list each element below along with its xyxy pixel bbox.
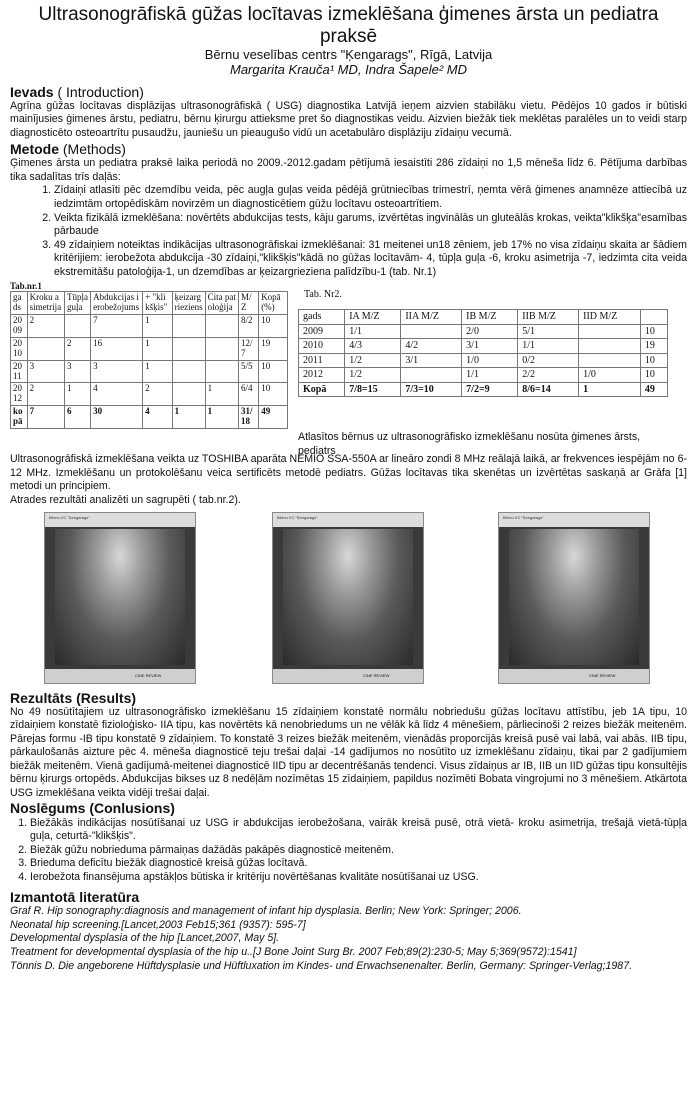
conclusions-heading: Noslēgums (Conlusions)	[10, 800, 175, 817]
table1-cell: 16	[91, 337, 143, 360]
table2-cell: 1	[579, 382, 641, 397]
ultrasound-image-2	[272, 512, 424, 684]
table2-cell	[401, 324, 462, 339]
table1-cell	[64, 315, 90, 338]
table1-cell: 4	[143, 406, 172, 429]
table2-row	[299, 339, 668, 354]
methods2-text2: Atrades rezultāti analizēti un sagrupēti ( tab.nr.2).	[10, 493, 241, 506]
table1-row	[11, 337, 288, 360]
table1-cell: 7	[91, 315, 143, 338]
table2-cell: 2011	[299, 353, 345, 368]
ultrasound-footer-label: CINE REVIEW	[363, 672, 390, 678]
results-text: No 49 nosūtītajiem uz ultrasonogrāfisko izmeklēšanu 15 zīdaiņiem konstatē normālu nobriedušu gūžas locītavu attīstību, jeb 1A tipu, 10 zīdaiņiem konstatē fizioloģisko- IIA tipu, kas novērtēts kā nenobriedums un ne vēlāk kā līdz 4 mēnešiem, pārliecinoši 2 reizes biežāk meitenēm. Pārejas formu -IB tipu konstatē 9 zīdaiņiem. To konstatē 3 reizes biežāk meitenēm, vienādās proporcijās kreisā pusē vai labā, vai abās. IIB tipu, pārkaulošanās aizture pēc 4. mēneša diagnosticē teju trešai daļai -14 gadījumos no nosūtīto uz izmeklēšanu zīdaiņu, tikai par 2 gadījumiem biežāk meitenēm. Vienā gadījumā-meitenei diagnosticē IID tipu ar decentrēšanās tendenci. Visus zīdaiņus ar IB, IIB un IID gūžas tipu konsultējis bērnu ķirurgs ortopēds. Abdukcijas bikses uz 8 nedēļām nozīmētas 15 zīdaiņiem, papildus nozīmēti Bobata vingrojumi no 3 mēnešiem. Atkārtota USG izmeklēšana veikta vidēji trešai daļai.	[10, 705, 687, 799]
table1-cell: 2	[64, 337, 90, 360]
table2-cell: 7/3=10	[401, 382, 462, 397]
table1-caption: Tab.nr.1	[10, 281, 42, 292]
table1-cell: 10	[259, 383, 288, 406]
table1-cell: 10	[259, 360, 288, 383]
ultrasound-header-label: Bērnu VC "Ķengarags"	[277, 514, 318, 520]
table2-cell: 1/2	[345, 368, 401, 383]
table2-cell: Kopā	[299, 382, 345, 397]
table2-header-cell	[640, 310, 667, 325]
table2-cell: 2010	[299, 339, 345, 354]
table1-cell: 2	[143, 383, 172, 406]
ultrasound-footer-label: CINE REVIEW	[589, 672, 616, 678]
table2-header-cell: IIA M/Z	[401, 310, 462, 325]
ultrasound-image-1	[44, 512, 196, 684]
table2-cell: 2009	[299, 324, 345, 339]
table1-cell: 2009	[11, 315, 28, 338]
conclusions-item: 3. Brieduma deficītu biežāk diagnosticē kreisā gūžas locītavā.	[30, 857, 687, 871]
table1-cell: 6/4	[238, 383, 258, 406]
table1-cell: 4	[91, 383, 143, 406]
poster	[10, 4, 687, 973]
intro-heading	[10, 84, 687, 100]
references-heading: Izmantotā literatūra	[10, 889, 140, 906]
results-heading: Rezultāts (Results)	[10, 689, 137, 706]
table1-cell	[172, 383, 205, 406]
conclusions-item: 4. Ierobežota finansējuma apstākļos būtiska ir kritēriju novērtēšanas kvalitāte nosūtīšanai uz USG.	[30, 871, 687, 885]
table2-cell: 1/0	[579, 368, 641, 383]
table1-cell: 5/5	[238, 360, 258, 383]
table1-cell	[205, 337, 238, 360]
table2-cell: 4/3	[345, 339, 401, 354]
table1-cell	[205, 315, 238, 338]
ultrasound-scan	[55, 529, 185, 665]
table1-row	[11, 383, 288, 406]
tables-area	[10, 281, 687, 457]
table1-cell: 3	[91, 360, 143, 383]
table1-header-row	[11, 292, 288, 315]
table2-cell	[579, 324, 641, 339]
table1-cell: 6	[64, 406, 90, 429]
table1-cell: 31/18	[238, 406, 258, 429]
table1-cell	[172, 315, 205, 338]
methods-heading	[10, 141, 687, 157]
methods-item: 1. Zīdaiņi atlasīti pēc dzemdību veida, pēc augļa guļas veida pēdējā grūtniecības trimestrī, ņemta vērā ģimenes anamnēze attiecībā uz iedzimtām ortopēdiskām novirzēm un diagnosticētiem gūžu locītavu osteoartrītiem.	[54, 184, 687, 211]
table2-cell: 10	[640, 324, 667, 339]
ultrasound-images	[10, 512, 687, 686]
methods-heading-en: (Methods)	[59, 141, 126, 158]
table1-cell: 1	[143, 337, 172, 360]
table1-cell	[27, 337, 64, 360]
table1-cell: 2010	[11, 337, 28, 360]
references-list	[10, 905, 687, 973]
table2-body	[299, 324, 668, 397]
table2-cell: 49	[640, 382, 667, 397]
table1-cell: 10	[259, 315, 288, 338]
ultrasound-image-3	[498, 512, 650, 684]
table2-cell: 3/1	[401, 353, 462, 368]
ultrasound-header-label: Bērnu VC "Ķengarags"	[503, 514, 544, 520]
ultrasound-header-label: Bērnu VC "Ķengarags"	[49, 514, 90, 520]
table1-row	[11, 406, 288, 429]
table2-cell	[401, 368, 462, 383]
institution: Bērnu veselības centrs "Ķengarags", Rīgā, Latvija	[204, 46, 493, 62]
table2-row	[299, 382, 668, 397]
table1-cell: 1	[143, 360, 172, 383]
table2-cell: 1/2	[345, 353, 401, 368]
table1-header-cell: gads	[11, 292, 28, 315]
table2-cell: 7/8=15	[345, 382, 401, 397]
table1-row	[11, 360, 288, 383]
table2-cell	[579, 339, 641, 354]
table2-cell: 2/2	[518, 368, 579, 383]
table1-cell: 3	[27, 360, 64, 383]
table2-header-cell: IID M/Z	[579, 310, 641, 325]
table1-cell: 1	[172, 406, 205, 429]
reference-item: Graf R. Hip sonography:diagnosis and management of infant hip dysplasia. Berlin; New York: Springer; 2006.	[10, 905, 522, 918]
table1-header-cell: Kroku asimetrija	[27, 292, 64, 315]
table1-header-cell: Abdukcijas ierobežojums	[91, 292, 143, 315]
table2-cell: 1/1	[518, 339, 579, 354]
ultrasound-header	[499, 513, 649, 527]
table2-header-cell: IB M/Z	[462, 310, 518, 325]
table2-note: Atlasītos bērnus uz ultrasonogrāfisko izmeklēšanu nosūta ģimenes ārsts, pediatrs	[298, 431, 641, 457]
table2-cell: 10	[640, 353, 667, 368]
ultrasound-footer	[499, 669, 649, 683]
table1-cell: 3	[64, 360, 90, 383]
table1-cell: 2	[27, 315, 64, 338]
conclusions-list	[10, 817, 687, 885]
table2-cell: 8/6=14	[518, 382, 579, 397]
table1-cell	[205, 360, 238, 383]
table2-row	[299, 368, 668, 383]
table1-header-cell: M/Z	[238, 292, 258, 315]
table1-cell: 1	[205, 406, 238, 429]
table2-cell: 1/1	[345, 324, 401, 339]
table1-header-cell: Tūpļa guļa	[64, 292, 90, 315]
table2-header-cell: IIB M/Z	[518, 310, 579, 325]
intro-heading-en: ( Introduction)	[53, 83, 144, 100]
table1-header-cell: Cita patoloģija	[205, 292, 238, 315]
methods-text: Ģimenes ārsta un pediatra praksē laika periodā no 2009.-2012.gadam pētījumā iesaistīti 286 zīdaiņi no 1,5 mēneša līdz 6. Pētījuma darbības tika sadalītas trīs daļās:	[10, 157, 687, 183]
table2-header-cell: IA M/Z	[345, 310, 401, 325]
table1-cell: 2012	[11, 383, 28, 406]
intro-heading-lv: Ievads	[10, 83, 54, 100]
table2-header-row	[299, 310, 668, 325]
ultrasound-scan	[509, 529, 639, 665]
table2-cell: 10	[640, 368, 667, 383]
table2-cell	[579, 353, 641, 368]
table1-cell: 49	[259, 406, 288, 429]
table2-cell: 19	[640, 339, 667, 354]
table2	[298, 309, 668, 397]
poster-title: Ultrasonogrāfiskā gūžas locītavas izmeklēšana ģimenes ārsta un pediatra praksē	[38, 4, 659, 47]
ultrasound-scan	[283, 529, 413, 665]
table1-cell: 1	[64, 383, 90, 406]
table2-caption: Tab. Nr2.	[304, 289, 342, 301]
table1-cell: 8/2	[238, 315, 258, 338]
reference-item: Developmental dysplasia of the hip [Lancet,2007, May 5].	[10, 932, 280, 945]
table1-cell: 19	[259, 337, 288, 360]
table2-cell: 2012	[299, 368, 345, 383]
table2-cell: 0/2	[518, 353, 579, 368]
table1-cell: 1	[205, 383, 238, 406]
table1-cell: 7	[27, 406, 64, 429]
table2-cell: 1/0	[462, 353, 518, 368]
methods-list	[10, 184, 687, 279]
authors: Margarita Krauča¹ MD, Indra Šapele² MD	[230, 61, 467, 77]
table2-header-cell: gads	[299, 310, 345, 325]
methods-heading-lv: Metode	[10, 141, 59, 158]
table1-cell: 2011	[11, 360, 28, 383]
table1-header-cell: ķeizargrieziens	[172, 292, 205, 315]
conclusions-item: 1. Biežākās indikācijas nosūtīšanai uz USG ir abdukcijas ierobežošana, vairāk kreisā pusē, otrā vietā- kroku asimetrija, trešajā vietā-tūpļa guļa, ceturtā-"klikšķis".	[30, 817, 687, 844]
table1-header-cell: + "klikšķis"	[143, 292, 172, 315]
conclusions-item: 2. Biežāk gūžu nobrieduma pārmaiņas dažādās pakāpēs diagnosticē meitenēm.	[30, 844, 687, 858]
table1-cell: 12/7	[238, 337, 258, 360]
methods-item: 2. Veikta fizikālā izmeklēšana: novērtēts abdukcijas tests, kāju garums, izvērtētas ingvinālās un gluteālās krokas, veikta"klikšķa"esamības pārbaude	[54, 212, 687, 239]
table2-cell: 7/2=9	[462, 382, 518, 397]
table1-cell: 2	[27, 383, 64, 406]
table2-cell: 4/2	[401, 339, 462, 354]
reference-item: Tönnis D. Die angeborene Hüftdysplasie und Hüftluxation im Kindes- und Erwachsenenalter. Berlin, Germany: Springer-Verlag;1987.	[10, 959, 633, 972]
ultrasound-footer	[273, 669, 423, 683]
table1-cell	[172, 360, 205, 383]
table2-cell: 1/1	[462, 368, 518, 383]
table1-header-cell: Kopā (%)	[259, 292, 288, 315]
table1-row	[11, 315, 288, 338]
table2-cell: 5/1	[518, 324, 579, 339]
table2-row	[299, 324, 668, 339]
table2-cell: 3/1	[462, 339, 518, 354]
ultrasound-header	[273, 513, 423, 527]
methods2-text: Ultrasonogrāfiskā izmeklēšana veikta uz TOSHIBA aparāta NEMIO SSA-550A ar lineāro zondi 8 MHz reālajā laikā, ar frekvences iespējām no 6-12 MHz. Izmeklēšanu un protokolēšanu veica sertificēts metodē pediatrs. Gūžas locītavas tika skenētas un izvērtētas saskaņā ar Grāfa [1] metodi un principiem.	[10, 453, 687, 493]
reference-item: Neonatal hip screening.[Lancet,2003 Feb15;361 (9357): 595-7]	[10, 918, 306, 931]
table1-cell: kopā	[11, 406, 28, 429]
table1-body	[11, 315, 288, 429]
table2-row	[299, 353, 668, 368]
table1-cell: 1	[143, 315, 172, 338]
table1	[10, 291, 288, 429]
ultrasound-footer-label: CINE REVIEW	[135, 672, 162, 678]
methods-item: 3. 49 zīdaiņiem noteiktas indikācijas ultrasonogrāfiskai izmeklēšanai: 31 meitenei un18 zēniem, jeb 17% no visa zīdaiņu skaita ar šādiem kritērijiem: ierobežota abdukcija -30 zīdaiņi,"klikšķis"kādā no gūžas locītavām- 4, tūpļa guļa -6, kroku asimetrija -7, iedzimta cita veida ekstremitāšu patoloģija-1, un dzemdības ar ķeizargrieziena palīdzību-1 (tab. Nr.1)	[54, 239, 687, 280]
reference-item: Treatment for developmental dysplasia of the hip u..[J Bone Joint Surg Br. 2007 Feb;89(2):230-5; May 5;369(9572):1541]	[10, 945, 577, 958]
ultrasound-footer	[45, 669, 195, 683]
table1-cell	[172, 337, 205, 360]
intro-text: Agrīna gūžas locītavas displāzijas ultrasonogrāfiskā ( USG) diagnostika Latvijā ieņem aizvien stabilāku vietu. Pēdējos 10 gados ir būtiski mainījusies ģimenes ārstu, pediatru, bērnu ķirurgu attieksme pret šo diagnostikas veidu. Aizvien biežāk tiek meklētas paralēles un to veidi starp diagnosticēto osteoartrītu pusaudžu, jauniešu un pieaugušo vidū un acetabulāro displāziju zīdaiņu vecumā.	[10, 99, 687, 139]
table1-cell: 30	[91, 406, 143, 429]
table2-cell: 2/0	[462, 324, 518, 339]
ultrasound-header	[45, 513, 195, 527]
